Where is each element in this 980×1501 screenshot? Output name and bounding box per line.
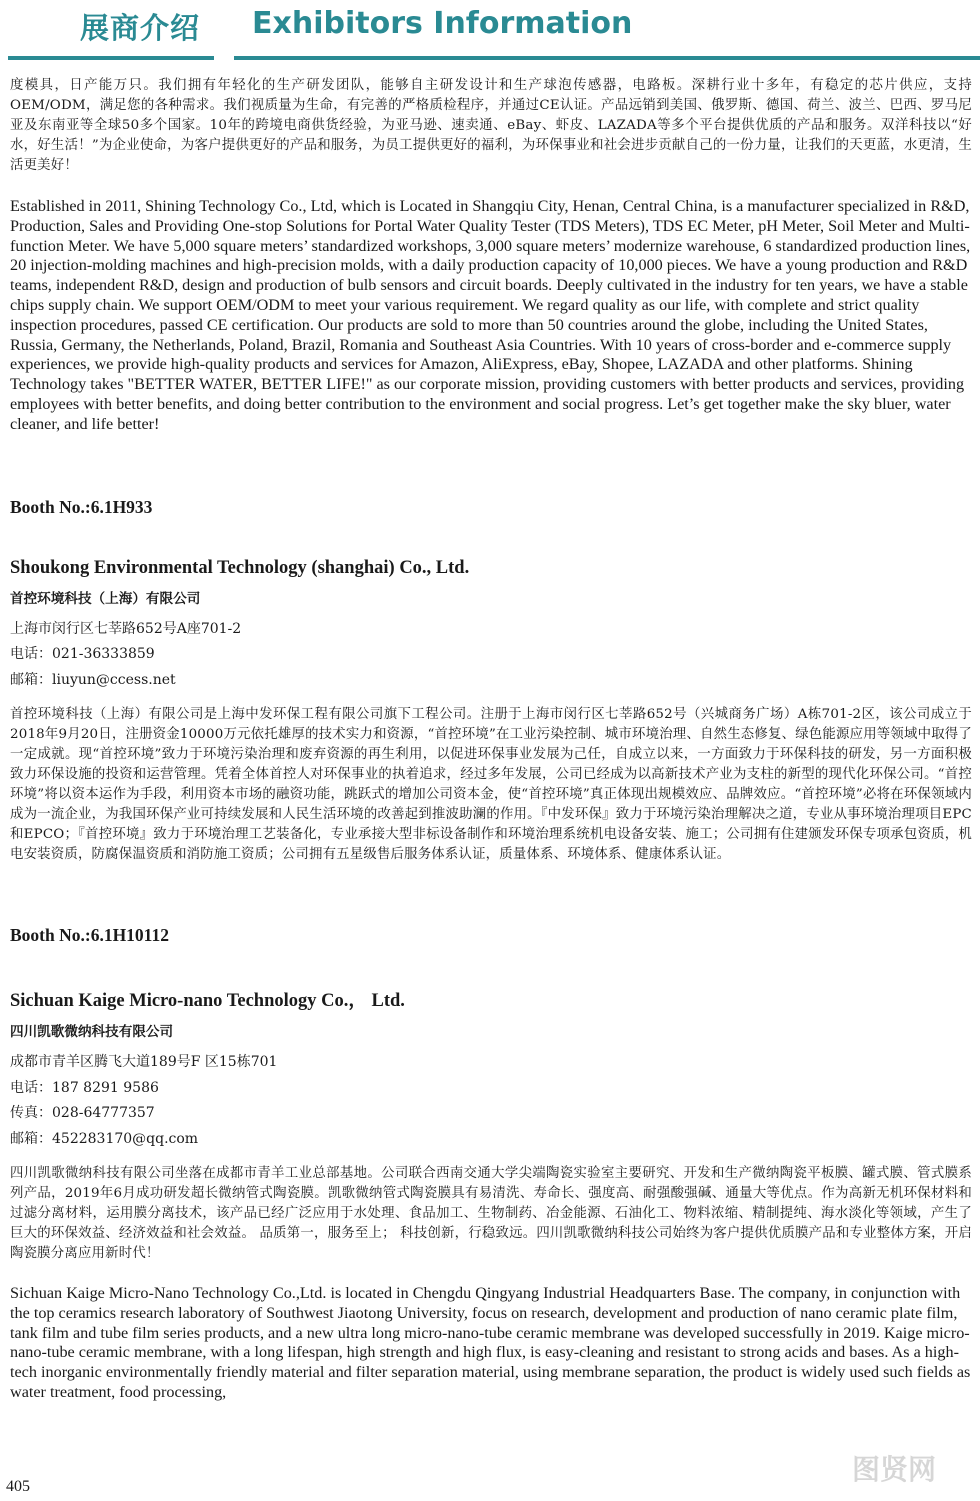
booth-number-2: Booth No.:6.1H10112 xyxy=(10,925,169,946)
intro-paragraph-en: Established in 2011, Shining Technology Co., Ltd, which is Located in Shangqiu City, Henan, Central China, is a manufacturer specialized in R&D, Production, Sales and Providing One-stop Solutions for Portal Water Quality Tester (TDS Meters), TDS EC Meter, pH Meter, Soil Meter and Multi-function Meter. We have 5,000 square meters’ standardized workshops, 3,000 square meters’ modernize warehouse, 6 standardized production lines, 20 injection-molding machines and high-precision molds, with a daily production capacity of 10,000 pieces. We have a young production and R&D teams, independent R&D, design and production of bulb sensors and circuit boards. Deeply cultivated in the industry for ten years, we have a stable chips supply chain. We support OEM/ODM to meet your various requirement. We regard quality as our life, with complete and strict quality inspection procedures, passed CE certification. Our products are sold to more than 50 countries around the globe, including the United States, Russia, Germany, the Netherlands, Poland, Brazil, Romania and Southeast Asia Countries. With 10 years of cross-border and e-commerce supply experiences, we provide high-quality products and services for Amazon, AliExpress, eBay, Shopee, LAZADA and other platforms. Shining Technology takes "BETTER WATER, BETTER LIFE!" as our corporate mission, providing customers with better products and services, providing employees with better benefits, and doing better contribution to the environment and social progress. Let’s get together make the sky bluer, water cleaner, and life better! xyxy=(10,197,971,433)
company-description-zh-1: 首控环境科技（上海）有限公司是上海中发环保工程有限公司旗下工程公司。注册于上海市闵行区七莘路652号（兴城商务广场）A栋701-2区，该公司成立于2018年9月20日，注册资金10000万元依托雄厚的技术实力和资源，“首控环境”在工业污染控制、城市环境治理、自然生态修复、绿色能源应用等领域中取得了一定成就。现“首控环境”致力于环境污染治理和废弃资源的再生利用，以促进环保事业发展为己任，自成立以来，一方面致力于环保科技的研发，另一方面积极致力环保设施的投资和运营管理。凭着全体首控人对环保事业的执着追求，经过多年发展，公司已经成为以高新技术产业为支柱的新型的现代化环保公司。“首控环境”将以资本运作为手段，利用资本市场的融资功能，跳跃式的增加公司资本金，使“首控环境”真正体现出规模效应、品牌效应。“首控环境”必将在环保领域内成为一流企业，为我国环保产业可持续发展和人民生活环境的改善起到推波助澜的作用。『中发环保』致力于环境污染治理解决之道，专业从事环境治理项目EPC和EPCO；『首控环境』致力于环境治理工艺装备化，专业承接大型非标设备制作和环境治理系统机电设备安装、施工；公司拥有住建颁发环保专项承包资质，机电安装资质，防腐保温资质和消防施工资质；公司拥有五星级售后服务体系认证，质量体系、环境体系、健康体系认证。 xyxy=(10,707,972,863)
intro-paragraph-zh: 度模具，日产能万只。我们拥有年轻化的生产研发团队，能够自主研发设计和生产球泡传感器，电路板。深耕行业十多年，有稳定的芯片供应，支持OEM/ODM，满足您的各种需求。我们视质量为生命，有完善的严格质检程序，并通过CE认证。产品远销到美国、俄罗斯、德国、荷兰、波兰、巴西、罗马尼亚及东南亚等全球50多个国家。10年的跨境电商供货经验，为亚马逊、速卖通、eBay、虾皮、LAZADA等多个平台提供优质的产品和服务。双洋科技以“好水，好生活！”为企业使命，为客户提供更好的产品和服务，为员工提供更好的福利，为环保事业和社会进步贡献自己的一份力量，让我们的天更蓝，水更清，生活更美好！ xyxy=(10,78,972,173)
booth-number-1: Booth No.:6.1H933 xyxy=(10,496,153,517)
company-name-zh-1: 首控环境科技（上海）有限公司 xyxy=(10,590,201,607)
company-description-zh-2: 四川凯歌微纳科技有限公司坐落在成都市青羊工业总部基地。公司联合西南交通大学尖端陶瓷实验室主要研究、开发和生产微纳陶瓷平板膜、罐式膜、管式膜系列产品，2019年6月成功研发超长微纳管式陶瓷膜。凯歌微纳管式陶瓷膜具有易清洗、寿命长、强度高、耐强酸强碱、通量大等优点。作为高新无机环保材料和过滤分离材料，运用膜分离技术，该产品已经广泛应用于水处理、食品加工、生物制药、冶金能源、石油化工、物料浓缩、精制提纯、海水淡化等领域，产生了巨大的环保效益、经济效益和社会效益。 品质第一，服务至上； 科技创新，行稳致远。四川凯歌微纳科技公司始终为客户提供优质膜产品和专业整体方案，开启陶瓷膜分离应用新时代！ xyxy=(10,1166,972,1262)
company-description-en-2: Sichuan Kaige Micro-Nano Technology Co.,Ltd. is located in Chengdu Qingyang Industrial Headquarters Base. The company, in conjunction with the top ceramics research laboratory of Southwest Jiaotong University, focus on research, development and production of nano ceramic plate film, tank film and tube film series products, and a new ultra long micro-nano-tube ceramic membrane was developed successfully in 2019. Kaige micro-nano-tube ceramic membrane, with a long lifespan, high strength and high flux, is easy-cleaning and resistant to strong acids and bases. As a high-tech inorganic environmentally friendly material and filter separation material, using membrane separation, the product is widely used such fields as water treatment, food processing, xyxy=(10,1284,971,1402)
page-content xyxy=(10,76,972,1403)
page-number: 405 xyxy=(6,1478,30,1495)
company-phone-2: 电话：187 8291 9586 xyxy=(10,1079,159,1096)
company-name-zh-2: 四川凯歌微纳科技有限公司 xyxy=(10,1024,174,1041)
company-name-en-2: Sichuan Kaige Micro-nano Technology Co.， Ltd. xyxy=(10,991,405,1012)
header-rule xyxy=(8,56,980,60)
company-name-en-1: Shoukong Environmental Technology (shanghai) Co., Ltd. xyxy=(10,557,470,578)
header-rule-gap xyxy=(214,54,234,62)
watermark-logo: 图贤网 xyxy=(852,1453,937,1486)
company-address-2: 成都市青羊区腾飞大道189号F 区15栋701 xyxy=(10,1054,278,1071)
header-title-en: Exhibitors Information xyxy=(252,6,633,41)
page-header xyxy=(0,0,980,62)
company-email-2: 邮箱：452283170@qq.com xyxy=(10,1130,199,1147)
company-fax-2: 传真：028-64777357 xyxy=(10,1105,155,1122)
company-address-1: 上海市闵行区七莘路652号A座701-2 xyxy=(10,620,242,637)
company-email-1: 邮箱：liuyun@ccess.net xyxy=(10,671,176,688)
company-phone-1: 电话：021-36333859 xyxy=(10,646,155,663)
header-title-zh: 展商介绍 xyxy=(80,11,201,45)
